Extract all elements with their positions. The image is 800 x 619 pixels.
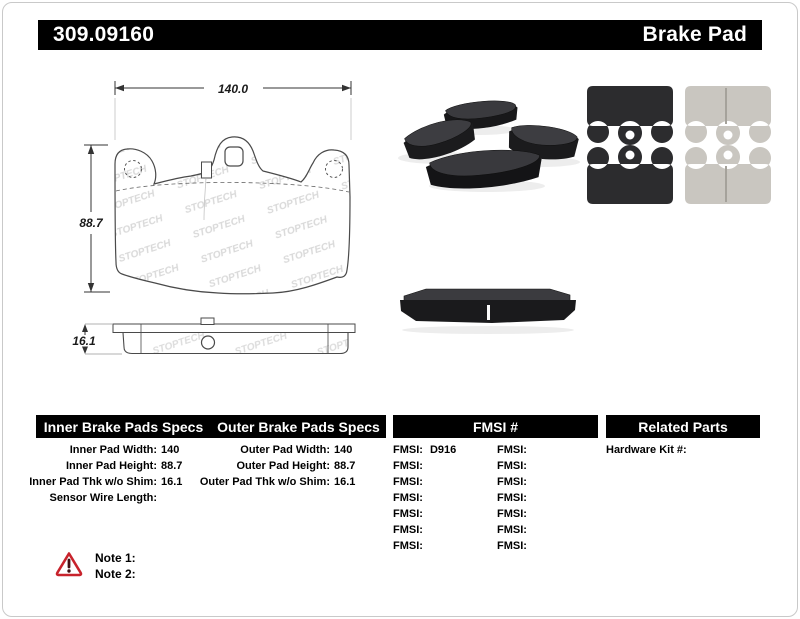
related-parts-row: Hardware Kit #: xyxy=(606,444,687,456)
outer-spec-row: Outer Pad Width: 140 xyxy=(240,444,353,456)
center-hole xyxy=(202,336,215,349)
thickness-arrow-top xyxy=(82,324,88,332)
part-number: 309.09160 xyxy=(53,23,155,46)
pad-edge-slot xyxy=(487,305,490,320)
height-arrow-top xyxy=(88,145,94,154)
product-photo-pads-angled xyxy=(392,82,584,194)
specs-header-bar xyxy=(36,415,386,438)
pad-friction-bottom xyxy=(685,145,771,204)
related-parts-header: Related Parts xyxy=(638,418,728,435)
backing-plate-edge xyxy=(113,324,355,333)
fmsi-row: FMSI: xyxy=(393,476,423,488)
product-photo-pads-front-back xyxy=(584,80,774,210)
fmsi-row: FMSI: xyxy=(393,524,423,536)
fmsi-row: FMSI: xyxy=(393,540,423,552)
shadow xyxy=(402,326,574,334)
inner-spec-row: Sensor Wire Length: xyxy=(49,492,157,504)
fmsi-row: FMSI: D916 xyxy=(393,444,457,456)
inner-spec-row: Inner Pad Height: 88.7 xyxy=(65,460,183,472)
fmsi-row: FMSI: xyxy=(497,508,527,520)
width-arrow-left xyxy=(115,85,124,91)
height-arrow-bottom xyxy=(88,283,94,292)
inner-specs-header: Inner Brake Pads Specs xyxy=(43,418,204,435)
sensor-notch xyxy=(202,162,212,178)
note-2: Note 2: xyxy=(95,567,136,581)
fmsi-row: FMSI: xyxy=(497,492,527,504)
width-arrow-right xyxy=(342,85,351,91)
product-photo-pad-edge xyxy=(392,280,584,338)
outer-specs-header: Outer Brake Pads Specs xyxy=(217,418,380,435)
fmsi-row: FMSI: xyxy=(497,444,527,456)
brake-pad-front-drawing xyxy=(58,72,378,304)
inner-spec-row: Inner Pad Width: 140 xyxy=(69,444,180,456)
fmsi-row: FMSI: xyxy=(497,460,527,472)
outer-spec-row: Outer Pad Thk w/o Shim: 16.1 xyxy=(199,476,356,488)
fmsi-row: FMSI: xyxy=(393,460,423,472)
warning-icon xyxy=(55,551,83,577)
pad-back-plate-bottom xyxy=(587,145,673,204)
fmsi-row: FMSI: xyxy=(497,524,527,536)
pad-back-plate-top xyxy=(587,86,673,145)
pad-friction-top xyxy=(685,86,771,145)
fmsi-row: FMSI: xyxy=(393,492,423,504)
related-parts-header-bar xyxy=(606,415,760,438)
brake-pad-side-drawing xyxy=(58,312,378,366)
pad-edge-top-face xyxy=(404,289,570,301)
fmsi-header-bar xyxy=(393,415,598,438)
fmsi-header: FMSI # xyxy=(472,418,519,435)
fmsi-row: FMSI: xyxy=(497,540,527,552)
note-1: Note 1: xyxy=(95,551,136,565)
width-dimension-label: 140.0 xyxy=(217,82,249,96)
fmsi-row: FMSI: xyxy=(393,508,423,520)
outer-spec-row: Outer Pad Height: 88.7 xyxy=(236,460,356,472)
height-dimension-label: 88.7 xyxy=(79,216,103,230)
header-bar xyxy=(38,20,762,50)
top-tab xyxy=(201,318,214,325)
center-tab-hole xyxy=(225,147,243,166)
friction-edge xyxy=(123,333,348,354)
product-type-title: Brake Pad xyxy=(642,23,747,46)
inner-spec-row: Inner Pad Thk w/o Shim: 16.1 xyxy=(29,476,183,488)
thickness-dimension-label: 16.1 xyxy=(72,334,96,348)
fmsi-row: FMSI: xyxy=(497,476,527,488)
